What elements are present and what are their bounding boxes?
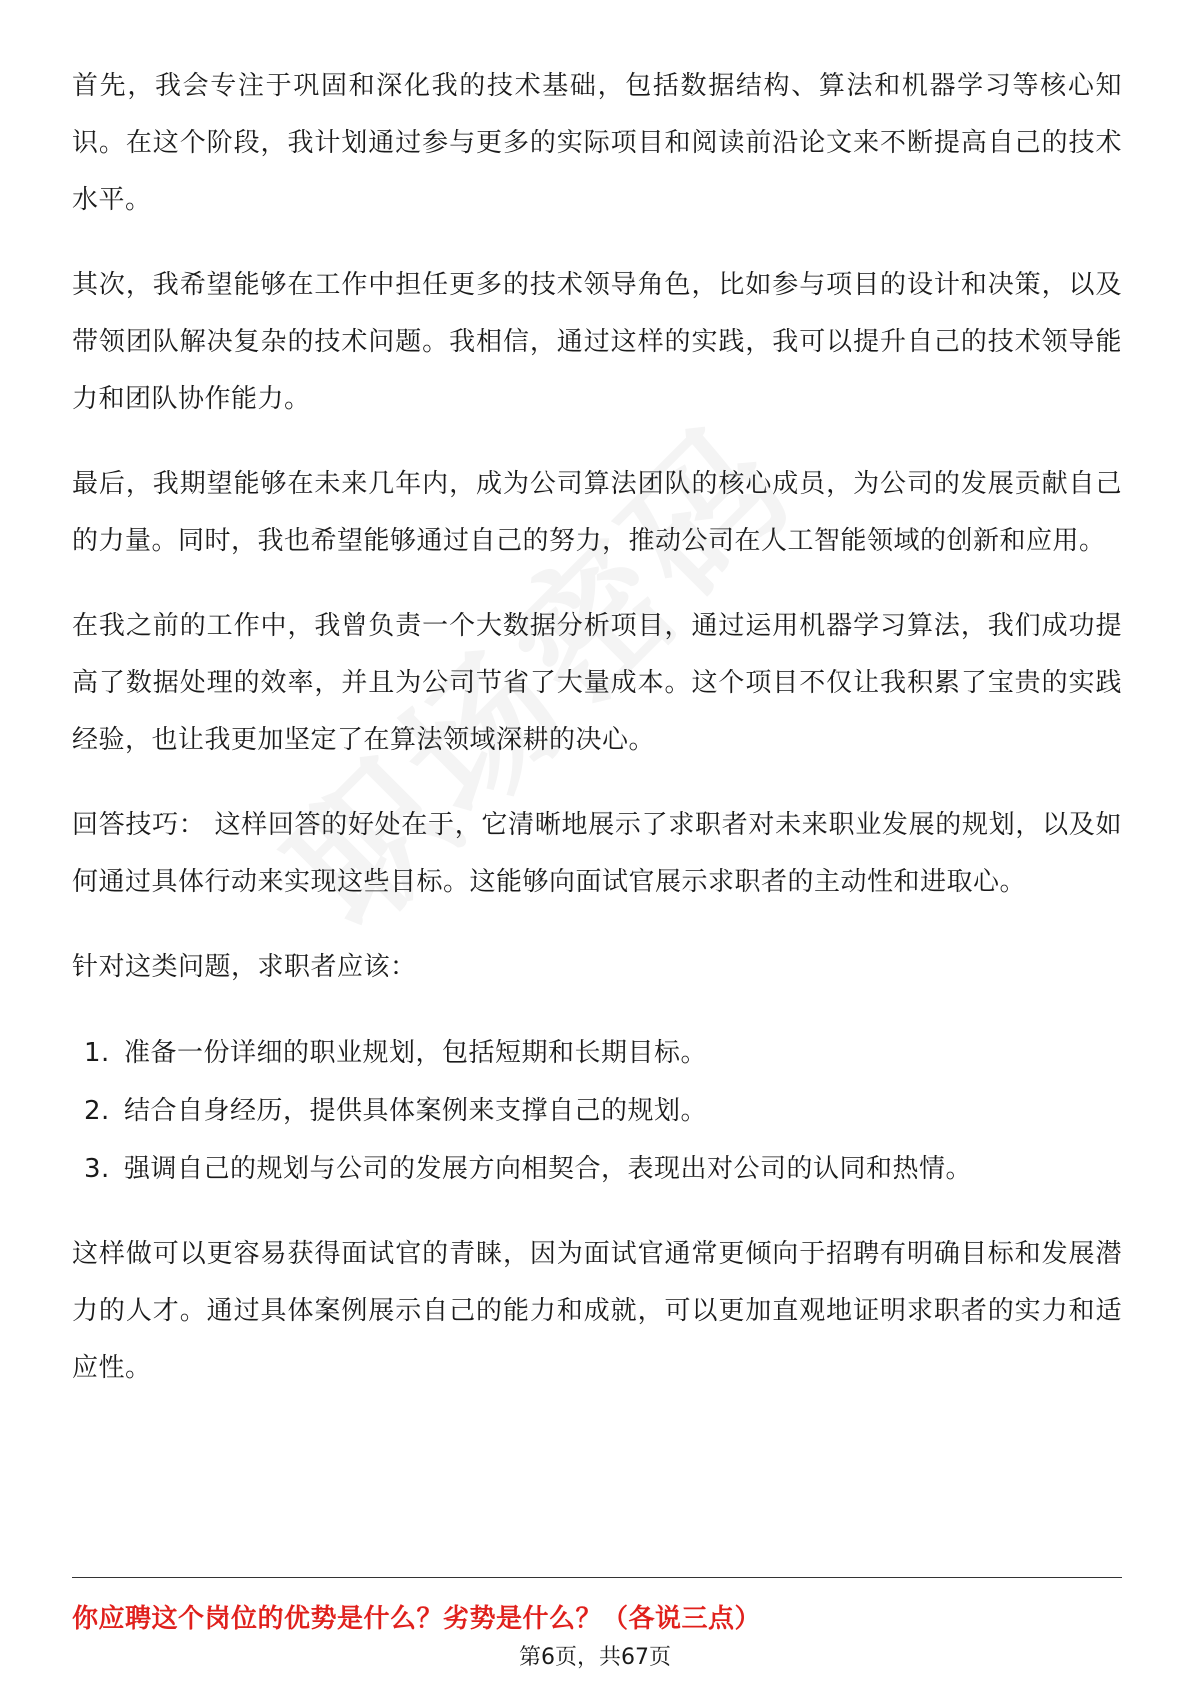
list-item-text: 强调自己的规划与公司的发展方向相契合，表现出对公司的认同和热情。	[124, 1154, 973, 1184]
page-number: 第6页，共67页	[519, 1645, 671, 1670]
list-item	[72, 1024, 1122, 1082]
answer-tips-paragraph: 回答技巧： 这样回答的好处在于，它清晰地展示了求职者对未来职业发展的规划，以及如何通过具体行动来实现这些目标。这能够向面试官展示求职者的主动性和进取心。	[72, 810, 1122, 897]
list-item	[72, 1082, 1122, 1140]
paragraph-1: 首先，我会专注于巩固和深化我的技术基础，包括数据结构、算法和机器学习等核心知识。在这个阶段，我计划通过参与更多的实际项目和阅读前沿论文来不断提高自己的技术水平。	[72, 71, 1122, 215]
advice-list	[72, 1024, 1122, 1198]
list-item-text: 结合自身经历，提供具体案例来支撑自己的规划。	[124, 1096, 708, 1126]
list-item-text: 准备一份详细的职业规划，包括短期和长期目标。	[124, 1038, 708, 1068]
paragraph-4: 在我之前的工作中，我曾负责一个大数据分析项目，通过运用机器学习算法，我们成功提高了数据处理的效率，并且为公司节省了大量成本。这个项目不仅让我积累了宝贵的实践经验，也让我更加坚定了在算法领域深耕的决心。	[72, 611, 1122, 755]
list-item-number: 3.	[84, 1154, 110, 1184]
closing-paragraph: 这样做可以更容易获得面试官的青睐，因为面试官通常更倾向于招聘有明确目标和发展潜力的人才。通过具体案例展示自己的能力和成就，可以更加直观地证明求职者的实力和适应性。	[72, 1239, 1122, 1383]
next-question-heading: 你应聘这个岗位的优势是什么？劣势是什么？（各说三点）	[72, 1604, 762, 1634]
list-intro: 针对这类问题，求职者应该：	[72, 952, 417, 982]
document-body	[72, 58, 1122, 1425]
list-item-number: 1.	[84, 1038, 110, 1068]
paragraph-3: 最后，我期望能够在未来几年内，成为公司算法团队的核心成员，为公司的发展贡献自己的力量。同时，我也希望能够通过自己的努力，推动公司在人工智能领域的创新和应用。	[72, 469, 1122, 556]
list-item-number: 2.	[84, 1096, 110, 1126]
paragraph-2: 其次，我希望能够在工作中担任更多的技术领导角色，比如参与项目的设计和决策，以及带领团队解决复杂的技术问题。我相信，通过这样的实践，我可以提升自己的技术领导能力和团队协作能力。	[72, 270, 1122, 414]
list-item	[72, 1140, 1122, 1198]
section-divider	[72, 1577, 1122, 1578]
